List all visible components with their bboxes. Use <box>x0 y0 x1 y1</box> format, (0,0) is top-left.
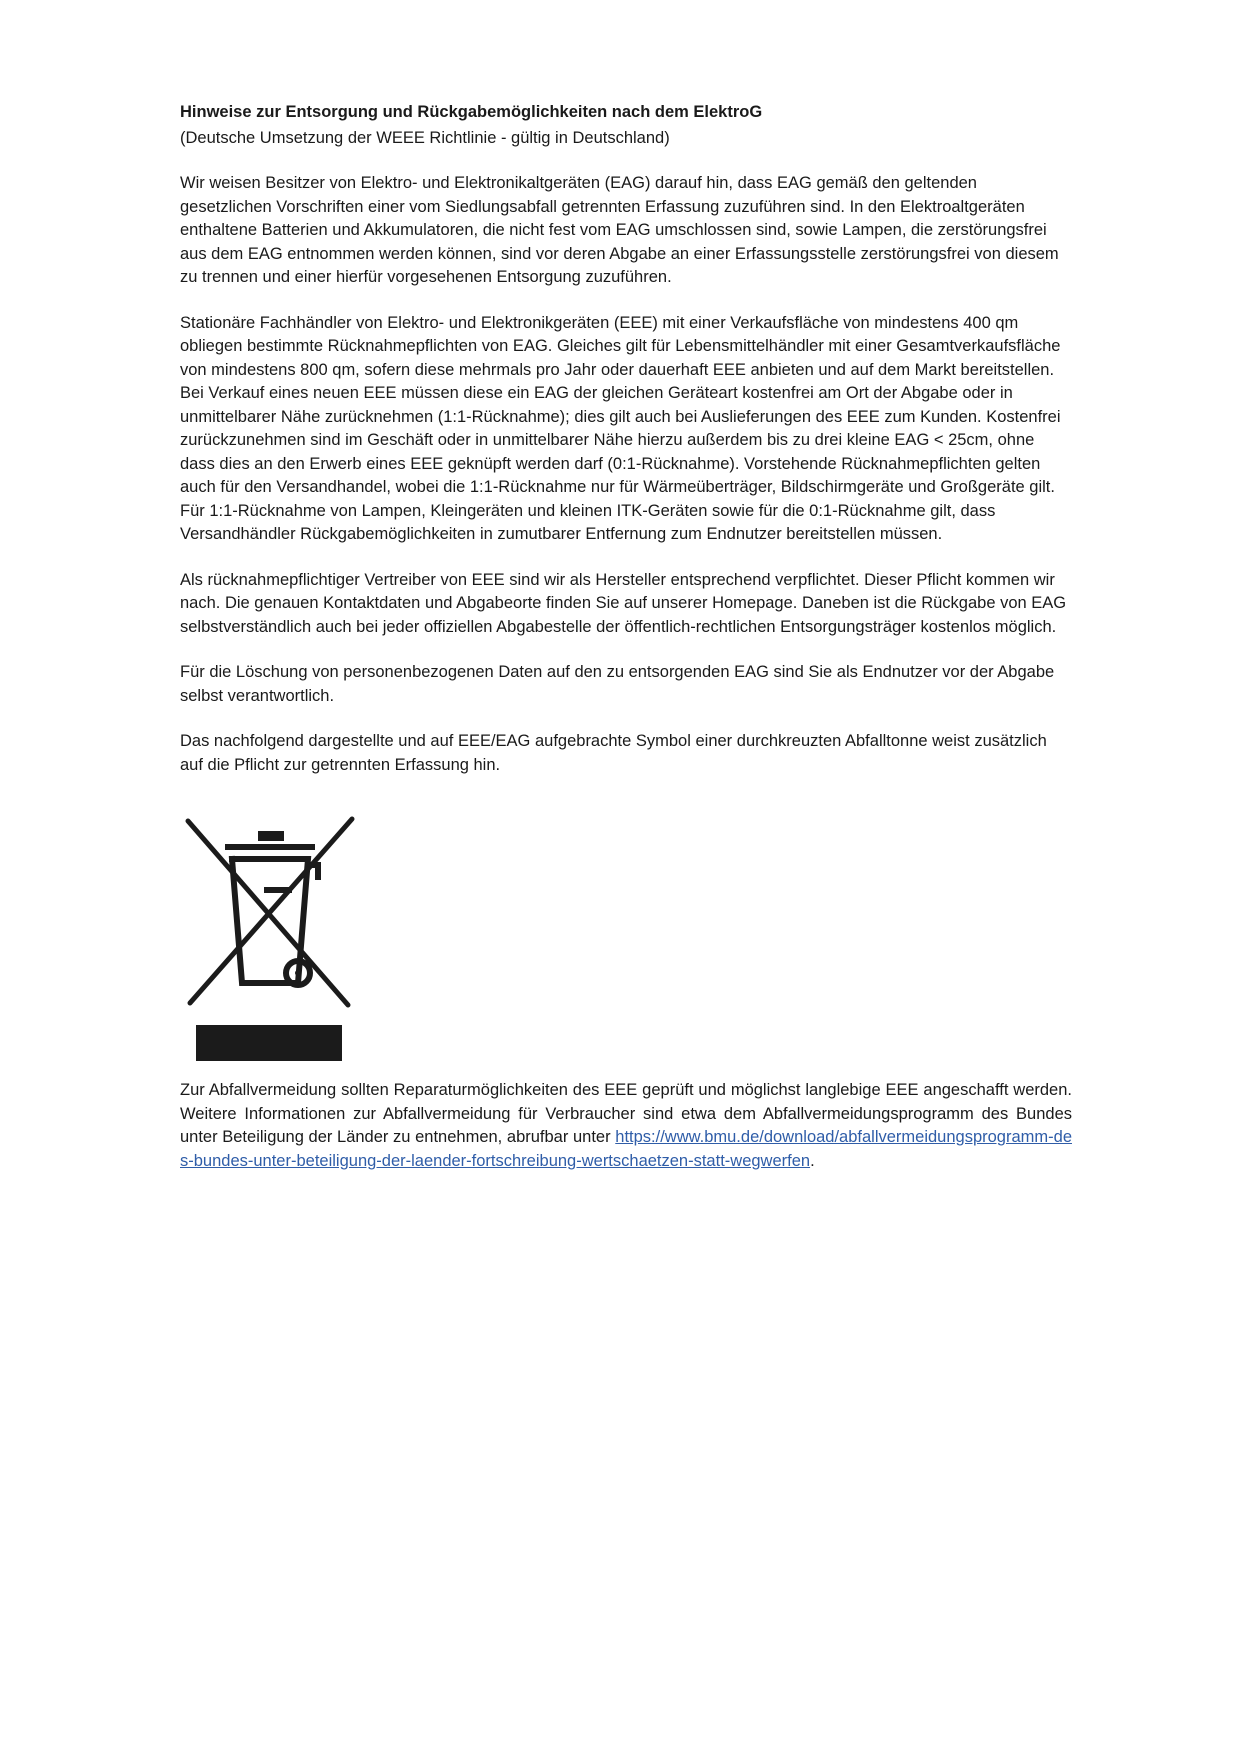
paragraph-disposal-obligation: Wir weisen Besitzer von Elektro- und Elektronikaltgeräten (EAG) darauf hin, dass EAG gemäß den geltenden gesetzlichen Vorschriften einer vom Siedlungsabfall getrennten Erfassung zuzuführen sind. In den Elektroaltgeräten enthaltene Batterien und Akkumulatoren, die nicht fest vom EAG umschlossen sind, sowie Lampen, die zerstörungsfrei aus dem EAG entnommen werden können, sind vor deren Abgabe an einer Erfassungsstelle zerstörungsfrei von diesem zu trennen und einer hierfür vorgesehenen Entsorgung zuzuführen. <box>180 174 1059 286</box>
link-suffix: . <box>810 1151 815 1170</box>
document-subtitle: (Deutsche Umsetzung der WEEE Richtlinie - gültig in Deutschland) <box>180 129 670 147</box>
paragraph-personal-data: Für die Löschung von personenbezogenen Daten auf den zu entsorgenden EAG sind Sie als Endnutzer vor der Abgabe selbst verantwortlich. <box>180 663 1055 705</box>
bmu-programme-link[interactable]: https://www.bmu.de/download/abfallvermeidungsprogramm-des-bundes-unter-beteiligung-der-laender-fortschreibung-wertschaetzen-statt-wegwerfen <box>180 1128 1072 1170</box>
crossed-out-wheelie-bin-icon <box>180 813 360 1023</box>
document-body <box>180 100 1072 1173</box>
paragraph-symbol-note: Das nachfolgend dargestellte und auf EEE/EAG aufgebrachte Symbol einer durchkreuzten Abfalltonne weist zusätzlich auf die Pflicht zur getrennten Erfassung hin. <box>180 732 1047 774</box>
document-title: Hinweise zur Entsorgung und Rückgabemöglichkeiten nach dem ElektroG <box>180 103 763 121</box>
paragraph-retailer-take-back: Stationäre Fachhändler von Elektro- und Elektronikgeräten (EEE) mit einer Verkaufsfläche von mindestens 400 qm obliegen bestimmte Rücknahmepflichten von EAG. Gleiches gilt für Lebensmittelhändler mit einer Gesamtverkaufsfläche von mindestens 800 qm, sofern diese mehrmals pro Jahr oder dauerhaft EEE anbieten und auf dem Markt bereitstellen. Bei Verkauf eines neuen EEE müssen diese ein EAG der gleichen Geräteart kostenfrei am Ort der Abgabe oder in unmittelbarer Nähe zurücknehmen (1:1-Rücknahme); dies gilt auch bei Auslieferungen des EEE zum Kunden. Kostenfrei zurückzunehmen sind im Geschäft oder in unmittelbarer Nähe hierzu außerdem bis zu drei kleine EAG < 25cm, ohne dass dies an den Erwerb eines EEE geknüpft werden darf (0:1-Rücknahme). Vorstehende Rücknahmepflichten gelten auch für den Versandhandel, wobei die 1:1-Rücknahme nur für Wärmeüberträger, Bildschirmgeräte und Großgeräte gilt. Für 1:1-Rücknahme von Lampen, Kleingeräten und kleinen ITK-Geräten sowie für die 0:1-Rücknahme gilt, dass Versandhändler Rückgabemöglichkeiten in zumutbarer Entfernung zum Endnutzer bereitstellen müssen. <box>180 313 1061 543</box>
paragraph-waste-avoidance <box>180 1079 1072 1173</box>
weee-symbol <box>180 813 360 1077</box>
paragraph-manufacturer-duty: Als rücknahmepflichtiger Vertreiber von EEE sind wir als Hersteller entsprechend verpflichtet. Dieser Pflicht kommen wir nach. Die genauen Kontaktdaten und Abgabeorte finden Sie auf unserer Homepage. Daneben ist die Rückgabe von EAG selbstverständlich auch bei jeder offiziellen Abgabestelle der öffentlich-rechtlichen Entsorgungsträger kostenlos möglich. <box>180 570 1067 636</box>
waste-avoidance-text: Zur Abfallvermeidung sollten Reparaturmöglichkeiten des EEE geprüft und möglichst langlebige EEE angeschafft werden. Weitere Informationen zur Abfallvermeidung für Verbraucher sind etwa dem Abfallvermeidungsprogramm des Bundes unter Beteiligung der Länder zu entnehmen, abrufbar unter <box>180 1081 1072 1146</box>
symbol-underbar <box>196 1025 342 1061</box>
